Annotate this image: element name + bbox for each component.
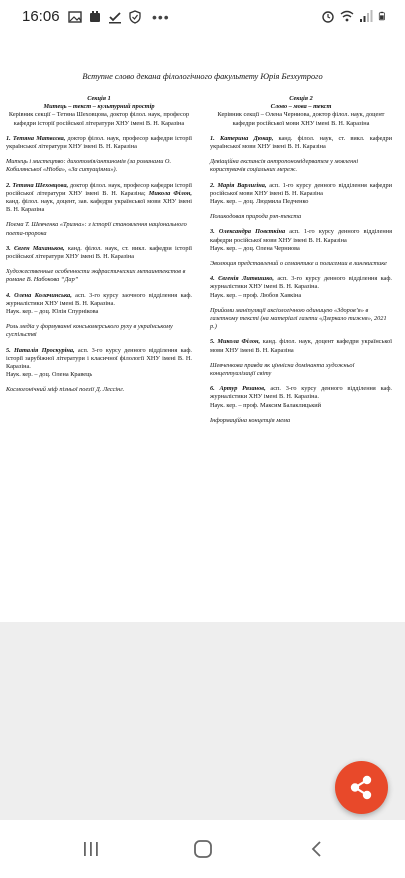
list-item: 2. Марія Варлигіна, асп. 1-го курсу денного відділення кафедри російської мови ХНУ імені В. Н. Каразіна Наук. кер. – доц. Людмила Педченко [210,181,392,206]
list-item: 1. Катерина Дюкар, канд. філол. наук, ст. викл. кафедри української мови ХНУ імені В. Н. Каразіна [210,134,392,151]
intro-heading: Вступне слово декана філологічного факультету Юрія Безхутрого [82,72,323,81]
home-icon[interactable] [193,840,213,858]
talk-topic: Прийоми маніпуляції аксіологічною одиницею «Здоров’я» в газетному тексті (на матеріалі газети «Дзеркало тижня», 2021 р.) [210,306,387,331]
section-1-number: Секція 1 [87,95,111,102]
share-icon [335,761,388,814]
list-item: 4. Євгенія Литвишко, асп. 3-го курсу денного відділення каф. журналістики ХНУ імені В. Н. Каразіна. Наук. кер. – проф. Любов Хавкіна [210,275,392,299]
list-item: 5. Наталія Проскуріна, асп. 3-го курсу денного відділення каф. історії зарубіжної літератури і класичної філології ХНУ імені В. Н. Каразіна. Наук. кер. – доц. Олена Кравець [6,346,192,379]
alarm-icon [88,10,102,24]
share-button[interactable] [335,761,388,814]
list-item: 1. Тетяна Матвєєва, доктор філол. наук, професор кафедри історії української літератури ХНУ імені В. Н. Каразіна [6,134,193,151]
status-bar [0,0,405,34]
talk-topic: Художественные особенности экфрастических метаинтекстов в романе В. Набокова “Дар” [6,268,186,284]
section-2-column [210,95,392,425]
talk-topic: Эволюция представлений о семантике и полисемии в лингвистике [210,260,387,268]
talk-topic: Космогонічний міф пізньої поезії Д. Лессінг. [6,386,125,394]
list-item: 3. Олександра Повєткіна асп. 1-го курсу денного відділення кафедри російської мови ХНУ імені В. Н. Каразіна Наук. кер. – доц. Олена Черниова [210,228,392,252]
alarm-clock-icon [321,9,335,23]
talk-topic: Митець і мистецтво: дихотомія/антиномія (за романами О. Кобилянської «Ніоба», «За ситуаціями»). [6,158,172,174]
status-right-icons [321,9,387,23]
more-notifications: ••• [152,9,170,25]
check-download-icon [108,10,122,24]
status-left-icons [68,9,170,25]
list-item: 6. Артур Рязанов, асп. 3-го курсу денного відділення каф. журналістики ХНУ імені В. Н. Каразіна. Наук. кер. – проф. Максим Балаклицький [210,385,392,409]
section-2-header [210,95,392,128]
navigation-bar [0,820,405,878]
back-icon[interactable] [309,840,323,858]
talk-topic: Інформаційна концепція мема [210,416,291,424]
talk-topic: Роль медіа у формуванні консьюмерського руху в українському суспільстві [6,323,173,339]
image-icon [68,10,82,24]
talk-topic: Девіаційна експансія антропономідерватем у мовленні користувачів соціальних мереж. [210,158,359,174]
shield-icon [128,10,142,24]
section-2-leader: Керівник секції – Олена Черниова, доктор філол. наук, доцент кафедри російської мови ХНУ імені В. Н. Каразіна [217,111,385,127]
section-2-title: Слово – мова – текст [270,103,332,111]
status-time: 16:06 [22,8,60,25]
list-item: 4. Олена Колачинська, асп. 3-го курсу заочного відділення каф. журналістики ХНУ імені В. Н. Каразіна. Наук. кер. – доц. Юлія Спурнікова [6,291,192,316]
document-page[interactable] [0,34,405,622]
list-item: 5. Микола Філон, канд. філол. наук, доцент кафедри української мови ХНУ імені В. Н. Каразіна [210,338,392,354]
section-1-header [6,95,192,128]
section-1-title: Митець – текст – культурний простір [43,103,155,111]
section-1-column [6,95,192,395]
list-item: 2. Тетяна Шеховцова, доктор філол. наук, професор кафедри історії російської літератури ХНУ імені В. Н. Каразіна; Микола Філон, канд. філол. наук, доцент, зав. кафедри української мови ХНУ імені В. Н. Каразіна [6,181,192,214]
talk-topic: Шевченкова правда як ціннісна домінанта художньої концептуалізації світу [210,361,355,378]
battery-icon [378,9,387,23]
talk-topic: Поликодовая природа рэп-текста [210,213,302,221]
section-1-leader: Керівник секції – Тетяна Шеховцова, доктор філол. наук, професор кафедри історії російської літератури ХНУ імені В. Н. Каразіна [8,111,190,127]
section-2-number: Секція 2 [289,95,313,102]
recent-apps-icon[interactable] [82,840,100,858]
signal-icon [359,9,373,23]
list-item: 3. Євген Маханьков, канд. філол. наук, ст. викл. кафедри історії російської літератури ХНУ імені В. Н. Каразіна [6,244,192,261]
talk-topic: Поема Т. Шевченка «Тризна»: з історії становлення національного поета-пророка [6,221,187,237]
wifi-icon [340,9,354,23]
